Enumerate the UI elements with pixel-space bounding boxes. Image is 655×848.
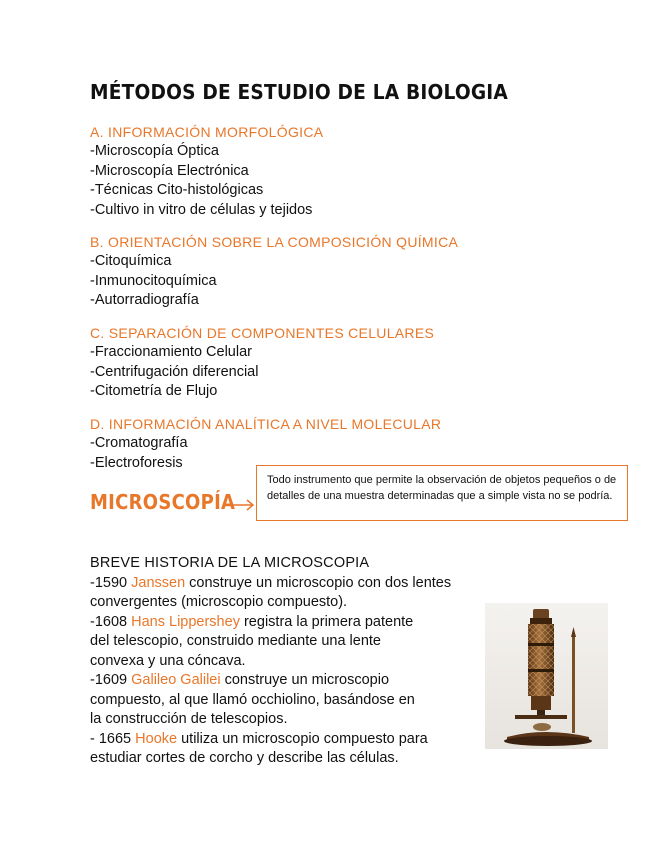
scientist-name: Janssen [131, 574, 186, 591]
list-item: -Electroforesis [90, 454, 183, 471]
list-item: -Microscopía Óptica [90, 143, 219, 159]
arrow-right-icon [226, 496, 256, 514]
history-year: -1608 [90, 613, 132, 630]
history-line: compuesto, al que llamó occhiolino, basándose en [90, 691, 415, 708]
history-text: construye un microscopio [220, 672, 390, 688]
history-line [90, 671, 485, 691]
page-title: MÉTODOS DE ESTUDIO DE LA BIOLOGIA [90, 80, 508, 104]
list-item: -Técnicas Cito-histológicas [90, 182, 264, 198]
section-heading: C. SEPARACIÓN DE COMPONENTES CELULARES [90, 325, 435, 341]
scientist-name: Galileo Galilei [131, 672, 221, 688]
list-item: -Autorradiografía [90, 292, 199, 308]
microscopia-definition-box: Todo instrumento que permite la observación de objetos pequeños o de detalles de una muestra determinadas que a simple vista no se podría. [256, 465, 628, 521]
section-morphological-info [90, 123, 323, 220]
history-line [90, 613, 485, 633]
history-year: -1609 [90, 672, 132, 688]
section-heading: B. ORIENTACIÓN SOBRE LA COMPOSICIÓN QUÍMICA [90, 234, 459, 250]
history-heading: BREVE HISTORIA DE LA MICROSCOPIA [90, 555, 370, 571]
list-item: -Microscopía Electrónica [90, 162, 249, 179]
list-item: -Citoquímica [90, 253, 172, 269]
history-text: registra la primera patente [239, 613, 414, 630]
history-text: construye un microscopio con dos lentes [185, 574, 452, 591]
microscopia-heading: MICROSCOPÍA [90, 490, 236, 514]
list-item: -Centrifugación diferencial [90, 363, 259, 380]
history-entry-1665 [90, 730, 485, 769]
section-heading: D. INFORMACIÓN ANALÍTICA A NIVEL MOLECULAR [90, 416, 442, 432]
scientist-name: Hans Lippershey [131, 613, 240, 630]
history-year: -1590 [90, 574, 132, 591]
list-item: -Cultivo in vitro de células y tejidos [90, 201, 313, 218]
history-entry-1609 [90, 671, 485, 730]
section-chemical-composition [90, 233, 458, 311]
history-line: del telescopio, construido mediante una lente [90, 633, 381, 649]
list-item: -Cromatografía [90, 435, 188, 451]
list-item: -Fraccionamiento Celular [90, 344, 252, 360]
list-item: -Inmunocitoquímica [90, 272, 217, 289]
section-heading: A. INFORMACIÓN MORFOLÓGICA [90, 124, 324, 140]
history-line: la construcción de telescopios. [90, 711, 288, 727]
scientist-name: Hooke [135, 730, 178, 747]
history-year: - 1665 [90, 730, 136, 747]
history-section [90, 554, 485, 769]
list-item: -Citometría de Flujo [90, 383, 218, 399]
history-line: estudiar cortes de corcho y describe las células. [90, 750, 399, 766]
antique-microscope-image [485, 603, 608, 749]
history-line: convexa y una cóncava. [90, 652, 246, 669]
history-entry-1608 [90, 613, 485, 672]
history-entry-1590 [90, 574, 485, 613]
history-line [90, 730, 485, 750]
history-line: convergentes (microscopio compuesto). [90, 594, 348, 610]
history-text: utiliza un microscopio compuesto para [177, 730, 428, 747]
history-line [90, 574, 485, 594]
section-cell-component-separation [90, 324, 434, 402]
